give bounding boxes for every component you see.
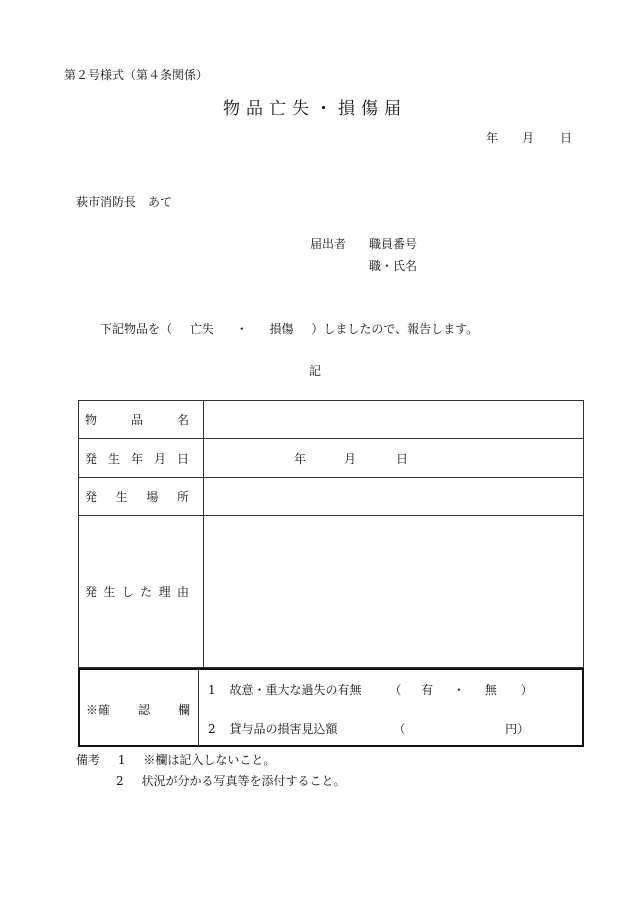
option-lost: 亡失 <box>189 322 214 336</box>
item-name-field[interactable] <box>204 401 584 439</box>
confirm-line-negligence: 1 故意・重大な過失の有無 （ 有 ・ 無 ） <box>208 683 533 697</box>
day-label: 日 <box>396 451 409 466</box>
month-label: 月 <box>522 131 535 145</box>
option-yes[interactable]: 有 <box>421 683 434 697</box>
occurrence-place-field[interactable] <box>204 478 584 516</box>
page-title: 物品亡失・損傷届 <box>223 99 407 119</box>
form-number: 第２号様式（第４条関係） <box>64 68 209 82</box>
option-damaged: 損傷 <box>269 322 294 336</box>
employee-number-label: 職員番号 <box>369 237 418 251</box>
addressee: 萩市消防長 あて <box>76 195 173 209</box>
month-label: 月 <box>344 451 357 466</box>
yen-unit: 円） <box>505 722 530 736</box>
occurrence-place-label: 発 生 場 所 <box>79 478 204 516</box>
year-label: 年 <box>486 131 499 145</box>
confirm-line-damage-amount: 2 貸与品の損害見込額 （ 円） <box>208 722 530 736</box>
notes-item-2: 2 状況が分かる写真等を添付すること。 <box>116 774 346 788</box>
report-statement <box>100 320 478 337</box>
occurrence-date-field[interactable] <box>204 439 584 478</box>
reason-field[interactable] <box>204 516 584 668</box>
confirmation-label: ※確 認 欄 <box>80 670 199 745</box>
job-name-label: 職・氏名 <box>369 259 418 273</box>
year-label: 年 <box>294 451 307 466</box>
option-separator: ・ <box>235 322 248 336</box>
table-row <box>79 401 584 439</box>
day-label: 日 <box>560 131 573 145</box>
statement-prefix: 下記物品を（ <box>100 322 173 336</box>
table-row <box>79 478 584 516</box>
item-form-table <box>78 400 584 668</box>
reporter-label: 届出者 <box>310 237 347 251</box>
confirmation-box <box>78 668 584 747</box>
reason-label: 発 生 し た 理 由 <box>79 516 204 668</box>
notes-item-1: 備考 1 ※欄は記入しないこと。 <box>76 753 276 767</box>
ki-heading: 記 <box>308 364 321 378</box>
table-row <box>79 439 584 478</box>
notes-label: 備考 <box>76 753 101 767</box>
item-name-label: 物 品 名 <box>79 401 204 439</box>
table-row <box>79 516 584 668</box>
option-no[interactable]: 無 <box>484 683 497 697</box>
statement-suffix: ）しましたので、報告します。 <box>311 322 479 336</box>
occurrence-date-label: 発 生 年 月 日 <box>79 439 204 478</box>
